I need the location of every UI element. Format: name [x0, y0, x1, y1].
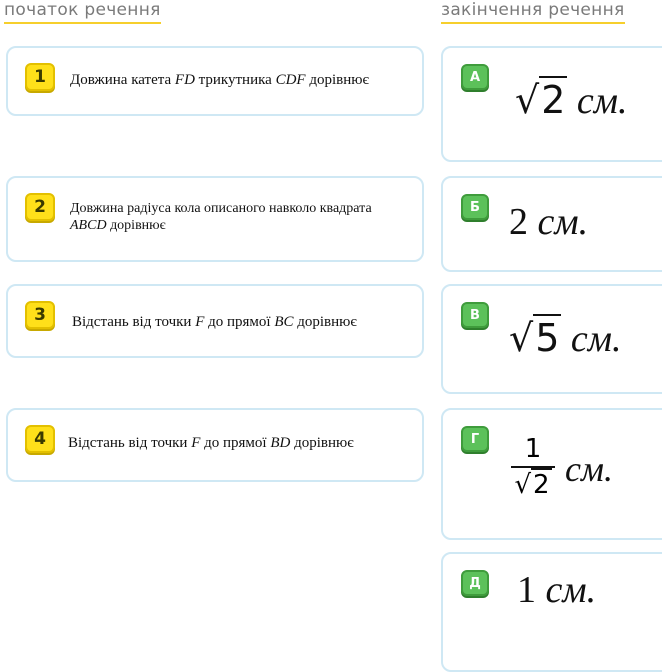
answer-value-d: 1 см.: [517, 569, 597, 611]
letter-badge-d: Д: [461, 570, 489, 596]
start-of-sentence-header: початок речення: [4, 0, 161, 24]
answer-value-b: 2 см.: [509, 201, 589, 243]
letter-badge-g: Г: [461, 426, 489, 452]
letter-badge-b: Б: [461, 194, 489, 220]
answer-fraction-g: [511, 434, 555, 500]
statement-text-3: Відстань від точки F до прямої BC дорівнює: [72, 314, 357, 330]
answer-value-v: √5 см.: [509, 316, 622, 360]
answer-unit-g: см.: [565, 449, 613, 489]
fraction-numerator: 1: [524, 434, 542, 464]
end-of-sentence-header: закінчення речення: [441, 0, 625, 24]
statement-text-1: Довжина катета FD трикутника CDF дорівнює: [70, 72, 369, 88]
statement-card-2[interactable]: [6, 176, 424, 262]
answer-card-v[interactable]: [441, 284, 662, 394]
statement-card-3[interactable]: [6, 284, 424, 358]
statement-text-2: Довжина радіуса кола описаного навколо квадрата ABCD дорівнює: [70, 201, 372, 233]
answer-value-a: √2 см.: [515, 78, 628, 122]
number-badge-2: 2: [25, 193, 55, 221]
statement-text-4: Відстань від точки F до прямої BD дорівнює: [68, 435, 354, 451]
answer-card-d[interactable]: [441, 552, 662, 672]
number-badge-4: 4: [25, 425, 55, 453]
answer-card-g[interactable]: [441, 408, 662, 540]
statement-card-1[interactable]: [6, 46, 424, 116]
letter-badge-a: А: [461, 64, 489, 90]
answer-card-b[interactable]: [441, 176, 662, 272]
letter-badge-v: В: [461, 302, 489, 328]
statement-card-4[interactable]: [6, 408, 424, 482]
number-badge-1: 1: [25, 63, 55, 91]
number-badge-3: 3: [25, 301, 55, 329]
fraction-denominator: √2: [514, 470, 550, 500]
answer-card-a[interactable]: [441, 46, 662, 162]
